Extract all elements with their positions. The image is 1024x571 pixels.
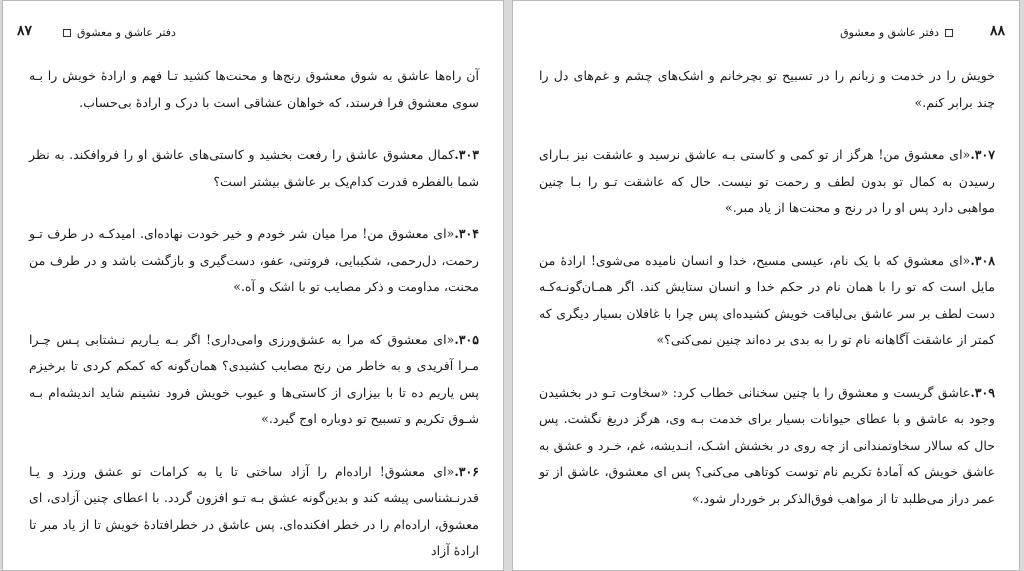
paragraph-text: کمال معشوق عاشق را رفعت بخشید و کاستی‌های عاشق او را فروافکند. به نظر شما بالفطره قدرت کدام‌یک بر عاشق بیشتر است؟ [29, 147, 479, 189]
paragraph [29, 221, 479, 301]
paragraph [539, 248, 995, 354]
paragraph-text: «ای معشوق! اراده‌ام را آزاد ساختی تا یا به کرامات تو عشق ورزد و یـا قدرنـشناسی پیشه کند و بدین‌گونه عشق بـه تـو افزون گردد. با اعطای چنین آزادی، ای معشوق، اراده‌ام را در خطر افکنده‌ای. پس عاشق در خطرافتادهٔ خویش تا از یاد مبر تا ارادهٔ آزاد [29, 463, 479, 558]
paragraph-text: «ای معشوق که با یک نام، عیسی مسیح، خدا و انسان نامیده می‌شوی! ارادهٔ من مایل است که تو را با همان نام در حکم خدا و انسان ستایش کند. اگر همـان‌گونـه‌کـه دست لطف بر سر عاشق بی‌لیاقت خویش کشیده‌ای پس چرا با غافلان بسیار دیگری که کمتر از عاشقت آگاهانه نام تو را به بدی بر ده‌اند چنین نمی‌کنی؟» [539, 252, 995, 347]
running-title [57, 26, 176, 39]
square-bullet-icon [945, 29, 953, 37]
paragraph [539, 63, 995, 116]
paragraph-text: آن راه‌ها عاشق به شوق معشوق رنج‌ها و محنت‌ها کشید تـا فهم و ارادهٔ خویش را بـه سوی معشوق فرا فرستد، که خواهان عشاقی است با درک و ارادهٔ بی‌حساب. [29, 68, 479, 110]
paragraph-number: ۳۰۳. [454, 147, 479, 162]
paragraph-text: خویش را در خدمت و زبانم را در تسبیح تو بچرخانم و اشک‌های چشم و غم‌های دل را چند برابر کنم.» [539, 68, 995, 110]
paragraph [29, 459, 479, 565]
paragraph [539, 380, 995, 513]
paragraph-text: «ای معشوق من! هرگز از تو کمی و کاستی بـه عاشق نرسید و عاشقت نیز بـارای رسیدن به کمال تو بدون لطف و رحمت تو نیست. حال که عاشقت تـو را بـا چنین مواهبی دارد پس او را در رنج و محنت‌ها از یاد مبر.» [539, 147, 995, 215]
paragraph-number: ۳۰۹. [970, 384, 995, 400]
running-title [840, 26, 959, 39]
page-header [513, 23, 1019, 43]
paragraph [29, 63, 479, 116]
paragraph-number: ۳۰۶. [454, 463, 479, 479]
square-bullet-icon [63, 29, 71, 37]
paragraph-number: ۳۰۷. [970, 147, 995, 162]
page-number: ۸۷ [17, 23, 33, 39]
page-header [3, 23, 503, 43]
page-body [539, 63, 995, 512]
page-number: ۸۸ [989, 23, 1005, 39]
paragraph-text: «ای معشوق من! مرا میان شر خودم و خیر خودت نهاده‌ای. امیدکـه در طرف تـو رحمت، دل‌رحمی، شکیبایی، فروتنی، عفو، دست‌گیری و بازگشت باشد و در طرف من محنت، مداومت و ذکر مصایب تو با اشک و آه.» [29, 226, 479, 294]
running-title-text: دفتر عاشق و معشوق [840, 26, 939, 39]
page-body [29, 63, 479, 565]
paragraph-number: ۳۰۴. [454, 226, 479, 241]
book-page-right [512, 0, 1020, 571]
paragraph [539, 142, 995, 222]
paragraph-text: «ای معشوق که مرا به عشق‌ورزی وامی‌داری! اگر بـه یـاریم نـشتابی پـس چـرا مـرا آفریدی و به خاطر من رنج مصایب کشیدی؟ همان‌گونه که کمکم کردی تا برخیزم پس یاریم ده تا با بیزاری از کاستی‌ها و عیوب خویش فرود نشینم شاید اندیشه‌ام بـه شـوق تکریم و تسبیح تو دوباره اوج گیرد.» [29, 331, 479, 426]
book-page-left [2, 0, 504, 571]
paragraph-number: ۳۰۵. [454, 331, 479, 347]
paragraph [29, 327, 479, 433]
paragraph-number: ۳۰۸. [970, 252, 995, 268]
paragraph [29, 142, 479, 195]
paragraph-text: عاشق گریست و معشوق را با چنین سخنانی خطاب کرد: «سخاوت تـو در بخشیدن وجود به عاشق و با عطای حیوانات بسیار برای خدمت بـه وی، هرگز دریغ نگشت. پس حال که سالار سخاوتمندانی از چه روی در بخشش اشـک، انـدیشه، غم، خـرد و عشق به عاشق خویش که آمادهٔ تکریم نام توست کوتاهی می‌کنی؟ پس ای معشوق، عاشق از تو عمر دراز می‌طلبد تا از مواهب فوق‌الذکر بر خوردار شود.» [539, 384, 995, 506]
running-title-text: دفتر عاشق و معشوق [77, 26, 176, 39]
